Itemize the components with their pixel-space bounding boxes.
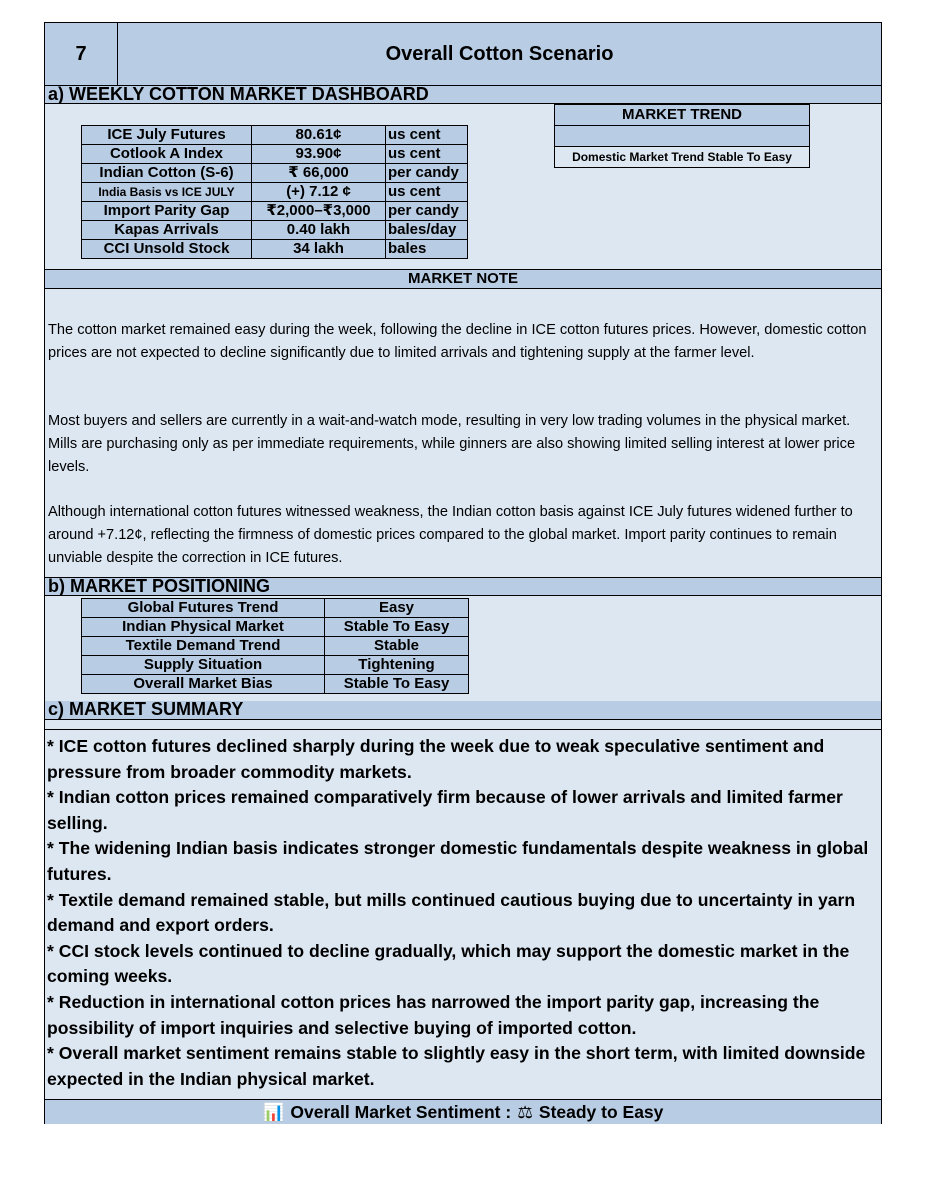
overall-sentiment-bar — [45, 1099, 881, 1124]
metric-unit: us cent — [386, 126, 468, 145]
metric-name: India Basis vs ICE JULY — [82, 183, 252, 202]
summary-bullet: * Overall market sentiment remains stable to slightly easy in the short term, with limited downside expected in the Indian physical market. — [47, 1043, 866, 1089]
market-trend-blank — [555, 126, 810, 147]
dashboard-row — [82, 164, 468, 183]
sentiment-value: Steady to Easy — [538, 1101, 664, 1122]
positioning-factor: Global Futures Trend — [82, 599, 325, 618]
market-trend-value: Domestic Market Trend Stable To Easy — [555, 147, 810, 168]
metric-name: Import Parity Gap — [82, 202, 252, 221]
dashboard-row — [82, 202, 468, 221]
metric-value: 0.40 lakh — [252, 221, 386, 240]
positioning-row — [82, 675, 469, 694]
market-note-body — [45, 289, 881, 577]
metric-value: 34 lakh — [252, 240, 386, 259]
metric-unit: bales — [386, 240, 468, 259]
market-note-heading: MARKET NOTE — [45, 269, 881, 289]
metric-name: Cotlook A Index — [82, 145, 252, 164]
note-paragraph: The cotton market remained easy during the week, following the decline in ICE cotton futures prices. However, domestic cotton prices are not expected to decline significantly due to limited arrivals and tightening supply at the farmer level. — [48, 322, 867, 361]
positioning-status: Stable To Easy — [325, 675, 469, 694]
positioning-status: Stable To Easy — [325, 618, 469, 637]
market-summary — [45, 729, 881, 1100]
metric-name: CCI Unsold Stock — [82, 240, 252, 259]
metric-value: 93.90¢ — [252, 145, 386, 164]
dashboard-row — [82, 183, 468, 202]
section-b-heading: b) MARKET POSITIONING — [45, 577, 881, 596]
dashboard-row — [82, 221, 468, 240]
section-c-heading: c) MARKET SUMMARY — [45, 701, 881, 720]
chart-icon: 📊 — [262, 1101, 285, 1122]
positioning-row — [82, 618, 469, 637]
metric-value: ₹2,000–₹3,000 — [252, 202, 386, 221]
dashboard-row — [82, 240, 468, 259]
scales-icon: ⚖ — [517, 1101, 533, 1122]
positioning-status: Easy — [325, 599, 469, 618]
positioning-factor: Indian Physical Market — [82, 618, 325, 637]
summary-bullet: * Textile demand remained stable, but mills continued cautious buying due to uncertainty in yarn demand and export orders. — [47, 889, 856, 936]
metric-unit: us cent — [386, 183, 468, 202]
metric-name: ICE July Futures — [82, 126, 252, 145]
dashboard-row — [82, 145, 468, 164]
positioning-factor: Supply Situation — [82, 656, 325, 675]
positioning-status: Tightening — [325, 656, 469, 675]
page-title: Overall Cotton Scenario — [385, 42, 614, 65]
dashboard-table — [81, 125, 468, 259]
positioning-factor: Textile Demand Trend — [82, 637, 325, 656]
positioning-factor: Overall Market Bias — [82, 675, 325, 694]
summary-bullet: * Indian cotton prices remained comparatively firm because of lower arrivals and limited farmer selling. — [47, 787, 843, 833]
document-frame — [44, 22, 882, 1124]
metric-value: ₹ 66,000 — [252, 164, 386, 183]
metric-value: 80.61¢ — [252, 126, 386, 145]
metric-unit: per candy — [386, 202, 468, 221]
metric-name: Kapas Arrivals — [82, 221, 252, 240]
market-trend-table — [554, 104, 810, 168]
metric-name: Indian Cotton (S-6) — [82, 164, 252, 183]
metric-unit: us cent — [386, 145, 468, 164]
dashboard-row — [82, 126, 468, 145]
sentiment-label: Overall Market Sentiment : — [290, 1101, 512, 1122]
positioning-status: Stable — [325, 637, 469, 656]
summary-bullet: * ICE cotton futures declined sharply during the week due to weak speculative sentiment and pressure from broader commodity markets. — [47, 736, 825, 782]
metric-unit: per candy — [386, 164, 468, 183]
positioning-row — [82, 599, 469, 618]
market-trend-heading: MARKET TREND — [555, 105, 810, 126]
metric-value: (+) 7.12 ¢ — [252, 183, 386, 202]
note-paragraph: Most buyers and sellers are currently in a wait-and-watch mode, resulting in very low trading volumes in the physical market. Mills are purchasing only as per immediate requirements, while ginners are also showing limited selling interest at lower price levels. — [48, 413, 856, 475]
summary-bullet: * CCI stock levels continued to decline gradually, which may support the domestic market in the coming weeks. — [47, 940, 850, 987]
summary-bullet: * The widening Indian basis indicates stronger domestic fundamentals despite weakness in global futures. — [47, 838, 869, 884]
note-paragraph: Although international cotton futures witnessed weakness, the Indian cotton basis against ICE July futures widened further to around +7.12¢, reflecting the firmness of domestic prices compared to the global market. Import parity continues to remain unviable despite the correction in ICE futures. — [48, 504, 853, 566]
section-a-heading: a) WEEKLY COTTON MARKET DASHBOARD — [45, 85, 881, 104]
positioning-row — [82, 637, 469, 656]
header-bar — [45, 23, 881, 86]
metric-unit: bales/day — [386, 221, 468, 240]
positioning-table — [81, 598, 469, 694]
summary-bullet: * Reduction in international cotton prices has narrowed the import parity gap, increasing the possibility of import inquiries and selective buying of imported cotton. — [47, 991, 820, 1038]
section-number: 7 — [45, 23, 118, 85]
positioning-row — [82, 656, 469, 675]
